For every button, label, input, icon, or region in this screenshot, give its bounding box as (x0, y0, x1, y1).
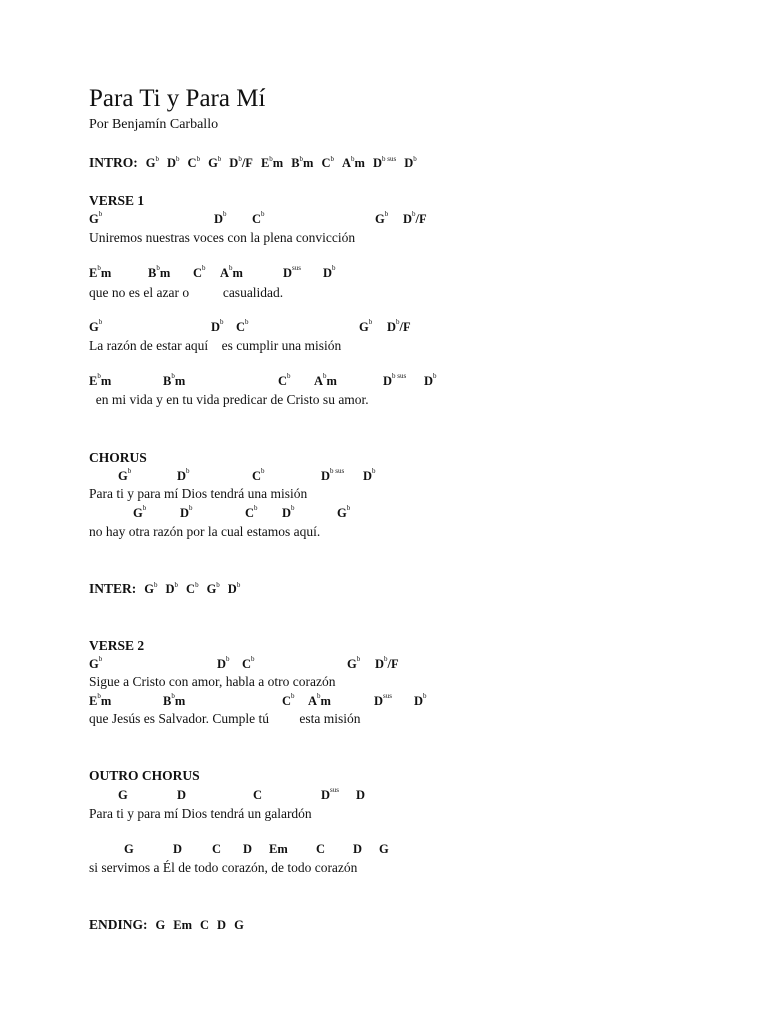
chord (261, 154, 283, 172)
chord (144, 580, 157, 598)
chord-root: D (211, 320, 221, 334)
chord-root: E (89, 374, 98, 388)
chord (359, 318, 372, 336)
chord-root: D (321, 469, 331, 483)
chord-root: G (208, 156, 218, 170)
chord-modifier: b (356, 655, 361, 663)
chord-modifier: b (202, 264, 206, 272)
chord (347, 655, 360, 673)
chord-modifier: b (323, 372, 327, 380)
chord-root: D (214, 212, 224, 226)
chord-root: D (403, 212, 413, 226)
chord-modifier: b (229, 264, 233, 272)
verse2-heading: VERSE 2 (89, 638, 145, 653)
chord-root: D (177, 469, 187, 483)
chord-modifier: b (291, 692, 295, 700)
chord-root: D (323, 266, 333, 280)
chord-modifier: b (384, 655, 388, 663)
chord-root: D (404, 156, 414, 170)
chord-root: C (252, 212, 262, 226)
verse1-lyric-1: Uniremos nuestras voces con la plena convicción (89, 230, 356, 245)
chord-root: G (359, 320, 369, 334)
chord-root: B (163, 694, 172, 708)
chord (89, 692, 111, 710)
chord-modifier: b (127, 467, 132, 475)
chord (243, 840, 252, 858)
chord-root: D (356, 788, 366, 802)
chord-root: C (282, 694, 292, 708)
chord (403, 210, 427, 228)
chord (220, 264, 243, 282)
chord-suffix: /F (241, 156, 253, 170)
chord (211, 318, 224, 336)
chord-modifier: b (423, 692, 427, 700)
chord (356, 786, 365, 804)
chord-modifier: b (372, 467, 376, 475)
chord-suffix: m (232, 266, 243, 280)
chord-root: D (424, 374, 434, 388)
chord-modifier: b (171, 692, 175, 700)
chord-suffix: /F (415, 212, 427, 226)
chord (282, 504, 295, 522)
chord (342, 154, 365, 172)
chord-suffix: m (100, 266, 112, 280)
chorus-lyric-1: Para ti y para mí Dios tendrá una misión (89, 486, 308, 501)
chord (89, 318, 102, 336)
chord (118, 467, 131, 485)
chord-root: D (243, 842, 253, 856)
chord (363, 467, 376, 485)
chord-root: D (414, 694, 424, 708)
chord-modifier: sus (292, 264, 301, 272)
chord-root: G (155, 918, 166, 932)
chord-modifier: b (384, 210, 389, 218)
chord-modifier: b (413, 155, 417, 163)
chord (269, 840, 288, 858)
chord-root: G (118, 469, 128, 483)
chord-suffix: m (174, 374, 186, 388)
chord (228, 580, 241, 598)
chord-modifier: b (174, 581, 179, 589)
chord-suffix: m (320, 694, 331, 708)
chord-modifier: b (412, 210, 416, 218)
chord (383, 372, 406, 390)
chord-modifier: b (220, 318, 224, 326)
chord-root: G (234, 918, 244, 932)
chord-root: D (363, 469, 373, 483)
chord (337, 504, 350, 522)
ending-label: ENDING: (89, 917, 148, 932)
chord (234, 916, 244, 934)
chord (212, 840, 221, 858)
verse2-lyric-1: Sigue a Cristo con amor, habla a otro corazón (89, 674, 336, 689)
chord (379, 840, 389, 858)
chord (229, 154, 253, 172)
chord-root: A (220, 266, 230, 280)
chord-modifier: b sus (392, 372, 407, 380)
chord (387, 318, 411, 336)
chord (200, 916, 209, 934)
chord (177, 467, 190, 485)
chord (308, 692, 331, 710)
inter-chords (144, 581, 248, 596)
chord-root: G (375, 212, 385, 226)
chord-root: D (383, 374, 393, 388)
chord (173, 916, 192, 934)
chord-suffix: /F (399, 320, 411, 334)
verse1-lyric-4: en mi vida y en tu vida predicar de Cristo su amor. (89, 392, 369, 407)
chord-root: G (124, 842, 134, 856)
chord-suffix: m (100, 374, 112, 388)
chord-suffix: m (100, 694, 112, 708)
chord-root: E (260, 156, 270, 170)
chord (180, 504, 193, 522)
chord-root: D (217, 657, 227, 671)
chord-modifier: b (195, 581, 199, 589)
chord (133, 504, 146, 522)
chord (374, 692, 392, 710)
chord-modifier: b (368, 318, 373, 326)
chord-root: C (278, 374, 288, 388)
chord (316, 840, 325, 858)
chord-modifier: b (98, 318, 103, 326)
chord-suffix: m (159, 266, 171, 280)
chord (375, 210, 388, 228)
chord (166, 580, 179, 598)
chord-root: D (167, 156, 177, 170)
outro-heading: OUTRO CHORUS (89, 768, 200, 783)
chord-root: C (193, 266, 203, 280)
chord-root: A (308, 694, 318, 708)
chord-root: D (321, 788, 331, 802)
chord-modifier: b (154, 581, 158, 589)
outro-lyric-2: si servimos a Él de todo corazón, de todo corazón (89, 860, 358, 875)
chord-suffix: m (272, 156, 284, 170)
chord-modifier: b (217, 155, 222, 163)
chord (124, 840, 134, 858)
chord-root: D (177, 788, 187, 802)
chord-modifier: b (238, 155, 242, 163)
chord (404, 154, 417, 172)
chord-modifier: sus (383, 692, 392, 700)
intro-row (89, 154, 425, 172)
chord (291, 154, 313, 172)
chord-root: D (282, 506, 292, 520)
chord-root: B (148, 266, 157, 280)
chord-modifier: b (97, 264, 101, 272)
chord-root: D (353, 842, 363, 856)
chord (89, 264, 111, 282)
chord-modifier: b (254, 504, 258, 512)
chord-modifier: b (351, 155, 355, 163)
ending-row (89, 916, 252, 934)
chord (414, 692, 427, 710)
song-author: Por Benjamín Carballo (89, 117, 219, 132)
chord (217, 916, 226, 934)
chord-modifier: b (396, 318, 400, 326)
chord-root: G (145, 156, 156, 170)
chord-modifier: b (186, 467, 190, 475)
chord-root: C (321, 156, 331, 170)
chord (283, 264, 301, 282)
chord-root: C (186, 582, 196, 596)
chord-root: G (347, 657, 357, 671)
chord-root: D (180, 506, 190, 520)
chord-root: C (245, 506, 255, 520)
chord (89, 655, 102, 673)
chord-modifier: b (98, 210, 103, 218)
chord (156, 916, 166, 934)
chord-root: D (372, 156, 382, 170)
chord-root: A (314, 374, 324, 388)
chord-suffix: /F (387, 657, 399, 671)
verse1-lyric-3: La razón de estar aquí es cumplir una misión (89, 338, 342, 353)
chord-modifier: b (226, 655, 230, 663)
chord-root: D (165, 582, 175, 596)
chord-root: D (374, 694, 384, 708)
chord (186, 580, 199, 598)
chord-root: D (217, 918, 227, 932)
chord-root: C (236, 320, 246, 334)
chord-modifier: sus (330, 786, 339, 794)
chord-root: G (89, 212, 99, 226)
chord-root: B (163, 374, 172, 388)
chord (282, 692, 295, 710)
chorus-heading: CHORUS (89, 450, 147, 465)
chord-modifier: b (332, 264, 336, 272)
chord-modifier: b (261, 467, 265, 475)
outro-lyric-1: Para ti y para mí Dios tendrá un galardón (89, 806, 312, 821)
chord (208, 154, 221, 172)
inter-label: INTER: (89, 581, 137, 596)
chord-suffix: m (174, 694, 186, 708)
chord-root: A (342, 156, 352, 170)
chord-root: G (89, 320, 99, 334)
chord-modifier: b (97, 372, 101, 380)
chord-root: C (212, 842, 222, 856)
chord-modifier: b (236, 581, 241, 589)
chord-root: Em (173, 918, 192, 932)
chord-root: G (133, 506, 143, 520)
chord-modifier: b sus (381, 155, 397, 163)
chord-modifier: b (433, 372, 437, 380)
chord (353, 840, 362, 858)
chord-root: C (187, 156, 197, 170)
chord (252, 467, 265, 485)
chord (278, 372, 291, 390)
chord (193, 264, 206, 282)
chord-modifier: b (189, 504, 193, 512)
chord-modifier: b (171, 372, 175, 380)
chord (207, 580, 220, 598)
chord-modifier: b (156, 264, 160, 272)
chord-modifier: b (245, 318, 249, 326)
chord (163, 692, 185, 710)
chord-modifier: b (269, 155, 273, 163)
inter-row (89, 580, 248, 598)
chord-root: C (253, 788, 263, 802)
chord-root: D (173, 842, 183, 856)
chord (375, 655, 399, 673)
chord-modifier: b (142, 504, 147, 512)
chord-root: B (291, 156, 300, 170)
chord (89, 210, 102, 228)
chord (321, 786, 339, 804)
chord (173, 840, 182, 858)
chord-root: G (379, 842, 389, 856)
chord-modifier: b (251, 655, 255, 663)
chord (118, 786, 128, 804)
chord-root: E (89, 266, 98, 280)
intro-chords (146, 155, 425, 170)
intro-label: INTRO: (89, 155, 138, 170)
chord-root: C (242, 657, 252, 671)
chord-modifier: b (98, 655, 103, 663)
chord-root: G (144, 582, 154, 596)
chorus-lyric-2: no hay otra razón por la cual estamos aquí. (89, 524, 321, 539)
chord-modifier: b (287, 372, 291, 380)
chord-modifier: b (97, 692, 101, 700)
verse1-heading: VERSE 1 (89, 193, 145, 208)
chord (245, 504, 258, 522)
chord (242, 655, 255, 673)
chord (214, 210, 227, 228)
chord-suffix: m (354, 156, 365, 170)
chord (253, 786, 262, 804)
chord-root: G (118, 788, 128, 802)
chord-modifier: b (346, 504, 351, 512)
chord-suffix: m (326, 374, 337, 388)
chord (163, 372, 185, 390)
chord (424, 372, 437, 390)
chord-root: D (283, 266, 293, 280)
chord (167, 154, 180, 172)
chord-root: C (316, 842, 326, 856)
chord-modifier: b (330, 155, 334, 163)
chord (188, 154, 201, 172)
chord-root: E (89, 694, 98, 708)
chord-modifier: b (155, 155, 159, 163)
chord-root: G (206, 582, 217, 596)
chord (177, 786, 186, 804)
verse1-lyric-2: que no es el azar o casualidad. (89, 285, 284, 300)
chord-modifier: b (216, 581, 220, 589)
chord (236, 318, 249, 336)
chord (321, 467, 344, 485)
chord-root: C (200, 918, 210, 932)
chord (217, 655, 230, 673)
chord-root: G (89, 657, 99, 671)
chord-modifier: b (317, 692, 321, 700)
chord-modifier: b (291, 504, 295, 512)
chord-modifier: b (176, 155, 180, 163)
chord-root: D (387, 320, 397, 334)
chord-root: C (252, 469, 262, 483)
chord (89, 372, 111, 390)
chord (314, 372, 337, 390)
song-title: Para Ti y Para Mí (89, 85, 266, 112)
chord-root: G (337, 506, 347, 520)
chord-modifier: b (196, 155, 201, 163)
chord (323, 264, 336, 282)
chord-root: D (375, 657, 385, 671)
chord-suffix: m (303, 156, 314, 170)
chord-modifier: b (261, 210, 265, 218)
chord (252, 210, 265, 228)
chord-root: D (229, 156, 239, 170)
chord (373, 154, 396, 172)
chord (321, 154, 334, 172)
chord-root: Em (269, 842, 288, 856)
chord-modifier: b sus (330, 467, 345, 475)
chord-modifier: b (223, 210, 227, 218)
chord (146, 154, 159, 172)
chord (148, 264, 170, 282)
verse2-lyric-2: que Jesús es Salvador. Cumple tú esta misión (89, 711, 361, 726)
chord-modifier: b (299, 155, 304, 163)
chord-root: D (227, 582, 237, 596)
ending-chords (156, 917, 252, 932)
